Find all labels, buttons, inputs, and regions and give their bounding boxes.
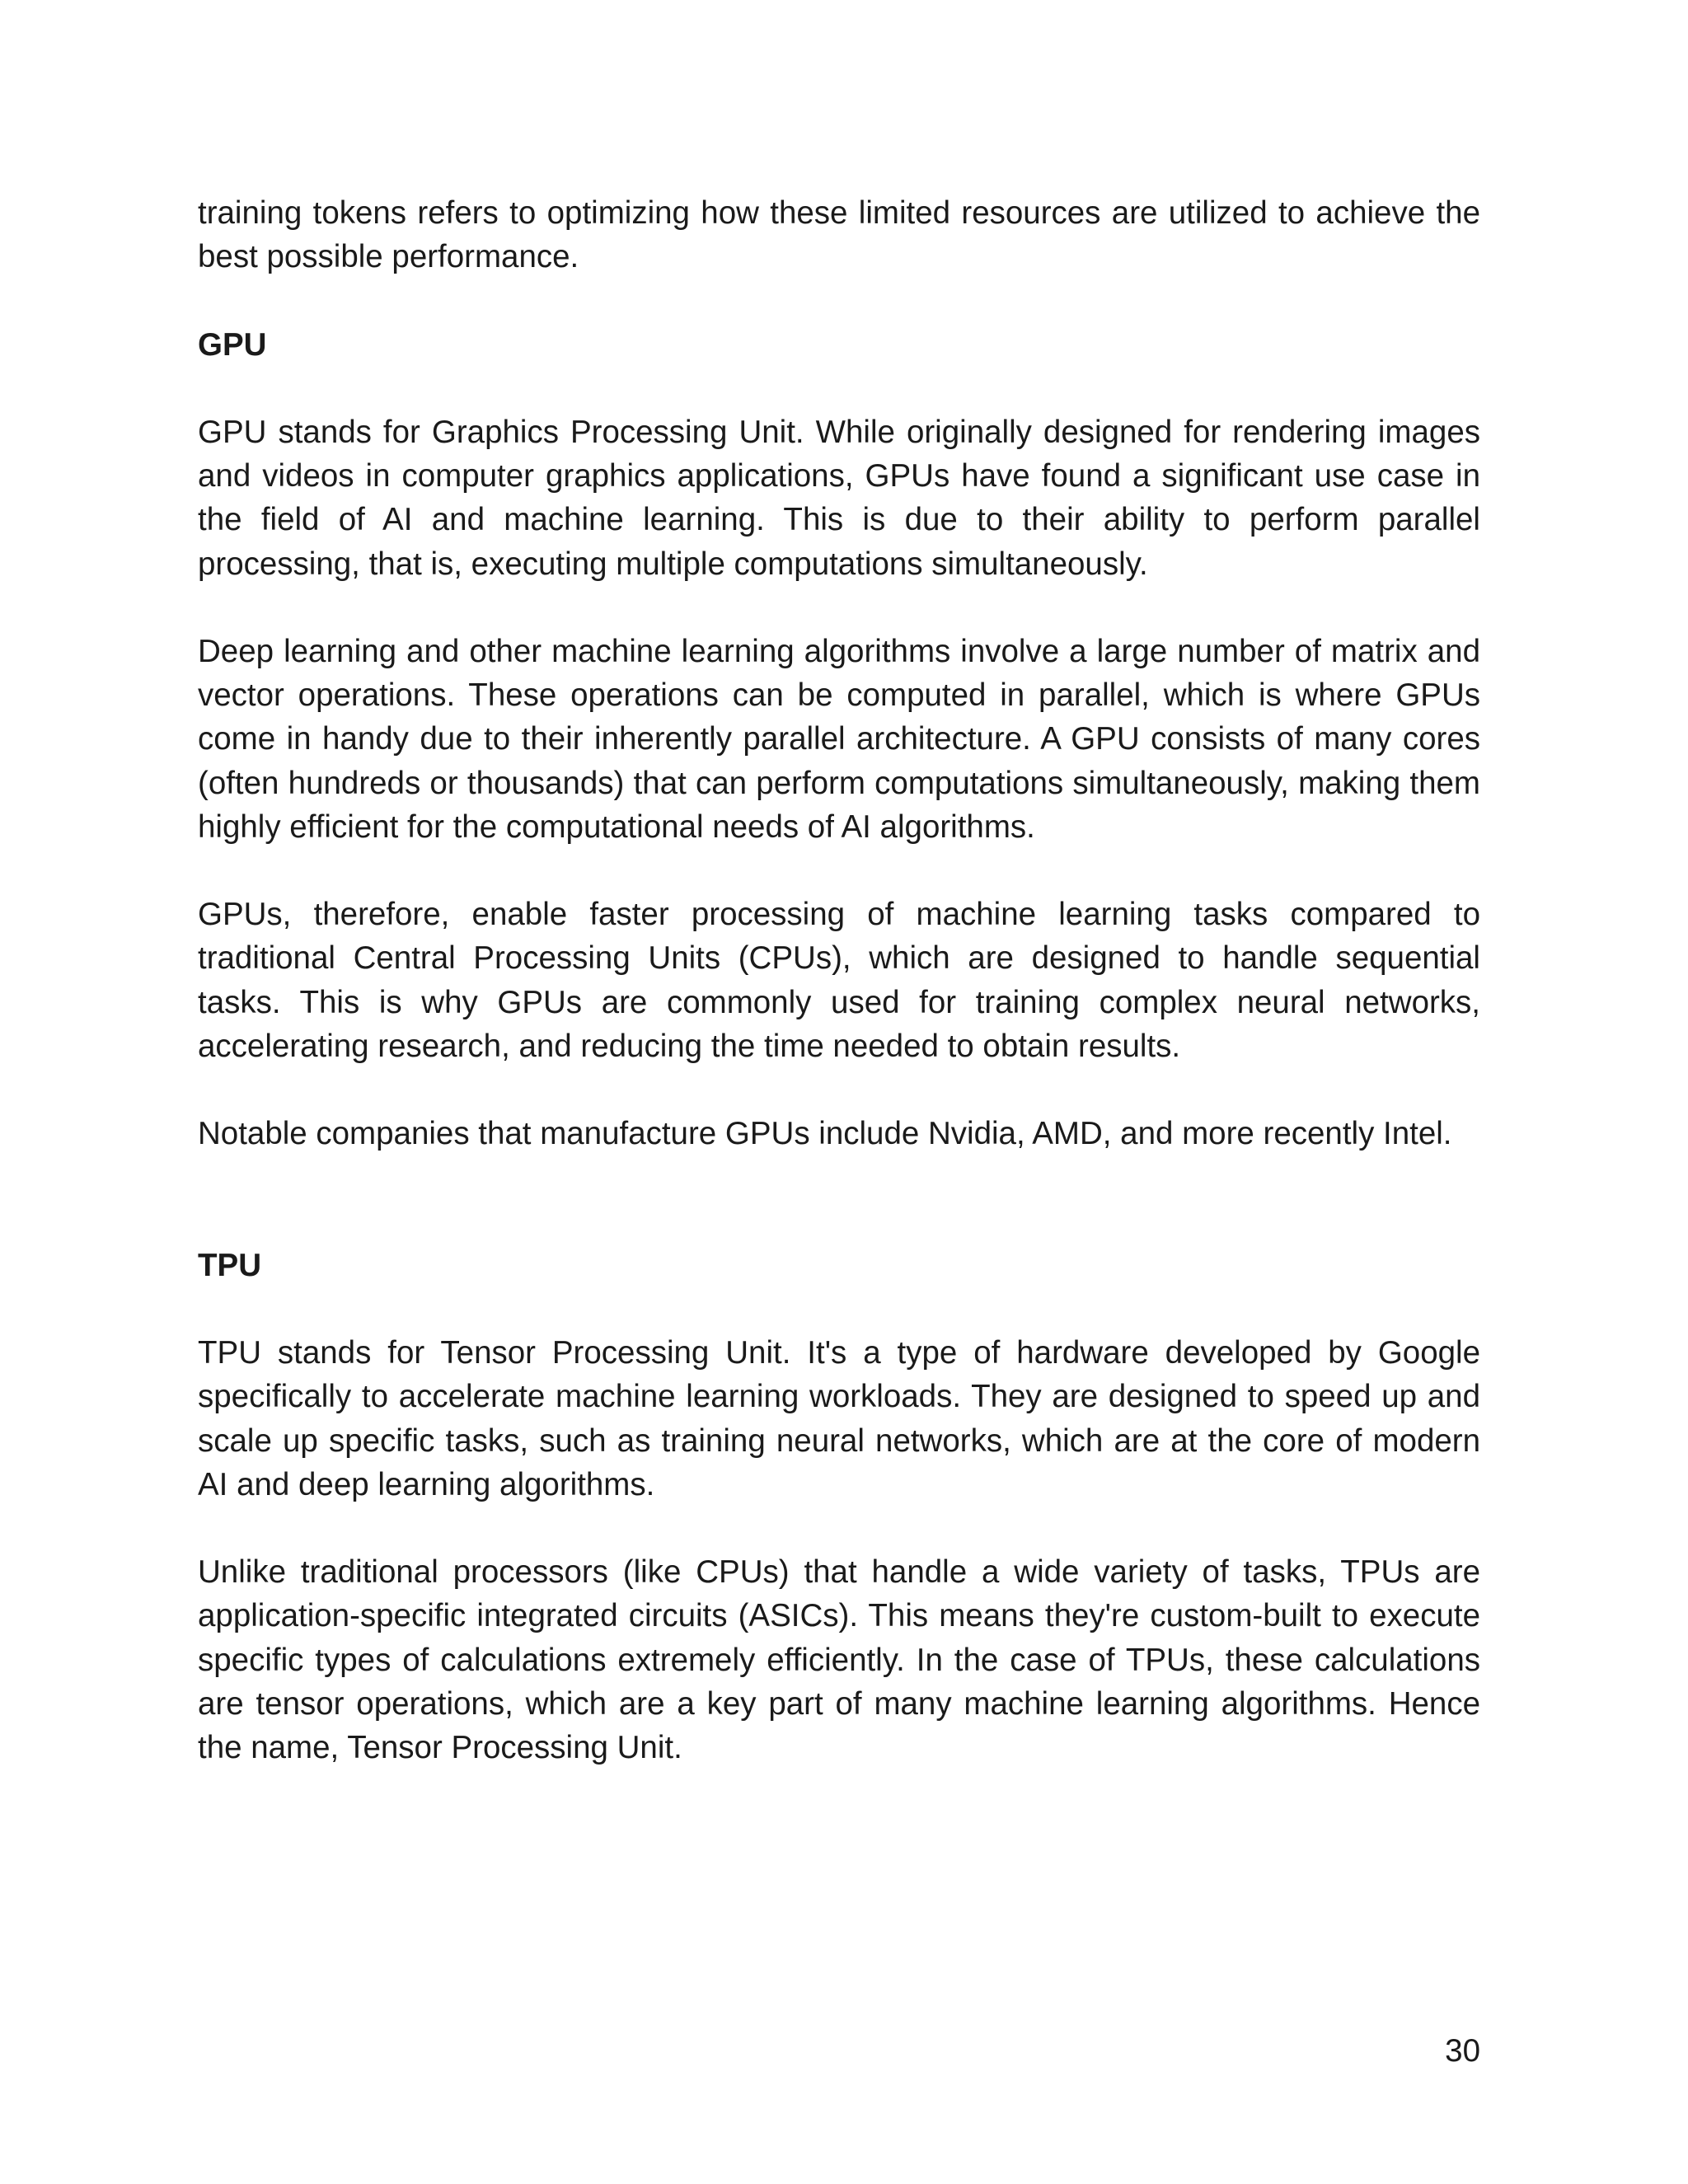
gpu-paragraph-1: GPU stands for Graphics Processing Unit. While originally designed for rendering images and videos in computer graphics applications, GPUs have found a significant use case in the field of AI and machine learning. This is due to their ability to perform parallel processing, that is, executing multiple computations simultaneously. [198, 414, 1480, 582]
section-heading-gpu: GPU [198, 326, 267, 363]
tpu-paragraph-2: Unlike traditional processors (like CPUs) that handle a wide variety of tasks, TPUs are application-specific integrated circuits (ASICs). This means they're custom-built to execute specific types of calculations extremely efficiently. In the case of TPUs, these calculations are tensor operations, which are a key part of many machine learning algorithms. Hence the name, Tensor Processing Unit. [198, 1554, 1480, 1765]
section-spacer [198, 1200, 1480, 1244]
tpu-paragraph-1: TPU stands for Tensor Processing Unit. It's a type of hardware developed by Google specifically to accelerate machine learning workloads. They are designed to speed up and scale up specific tasks, such as training neural networks, which are at the core of modern AI and deep learning algorithms. [198, 1335, 1480, 1502]
page-number: 30 [1445, 2033, 1480, 2069]
gpu-paragraph-3: GPUs, therefore, enable faster processing of machine learning tasks compared to traditional Central Processing Units (CPUs), which are designed to handle sequential tasks. This is why GPUs are commonly used for training complex neural networks, accelerating research, and reducing the time needed to obtain results. [198, 897, 1480, 1064]
gpu-paragraph-4: Notable companies that manufacture GPUs include Nvidia, AMD, and more recently Intel. [198, 1116, 1452, 1152]
gpu-paragraph-2: Deep learning and other machine learning algorithms involve a large number of matrix and vector operations. These operations can be computed in parallel, which is where GPUs come in handy due to their inherently parallel architecture. A GPU consists of many cores (often hundreds or thousands) that can perform computations simultaneously, making them highly efficient for the computational needs of AI algorithms. [198, 633, 1480, 845]
intro-paragraph: training tokens refers to optimizing how these limited resources are utilized to achieve the best possible performance. [198, 195, 1480, 275]
page-content [198, 191, 1480, 1813]
section-heading-tpu: TPU [198, 1247, 261, 1283]
